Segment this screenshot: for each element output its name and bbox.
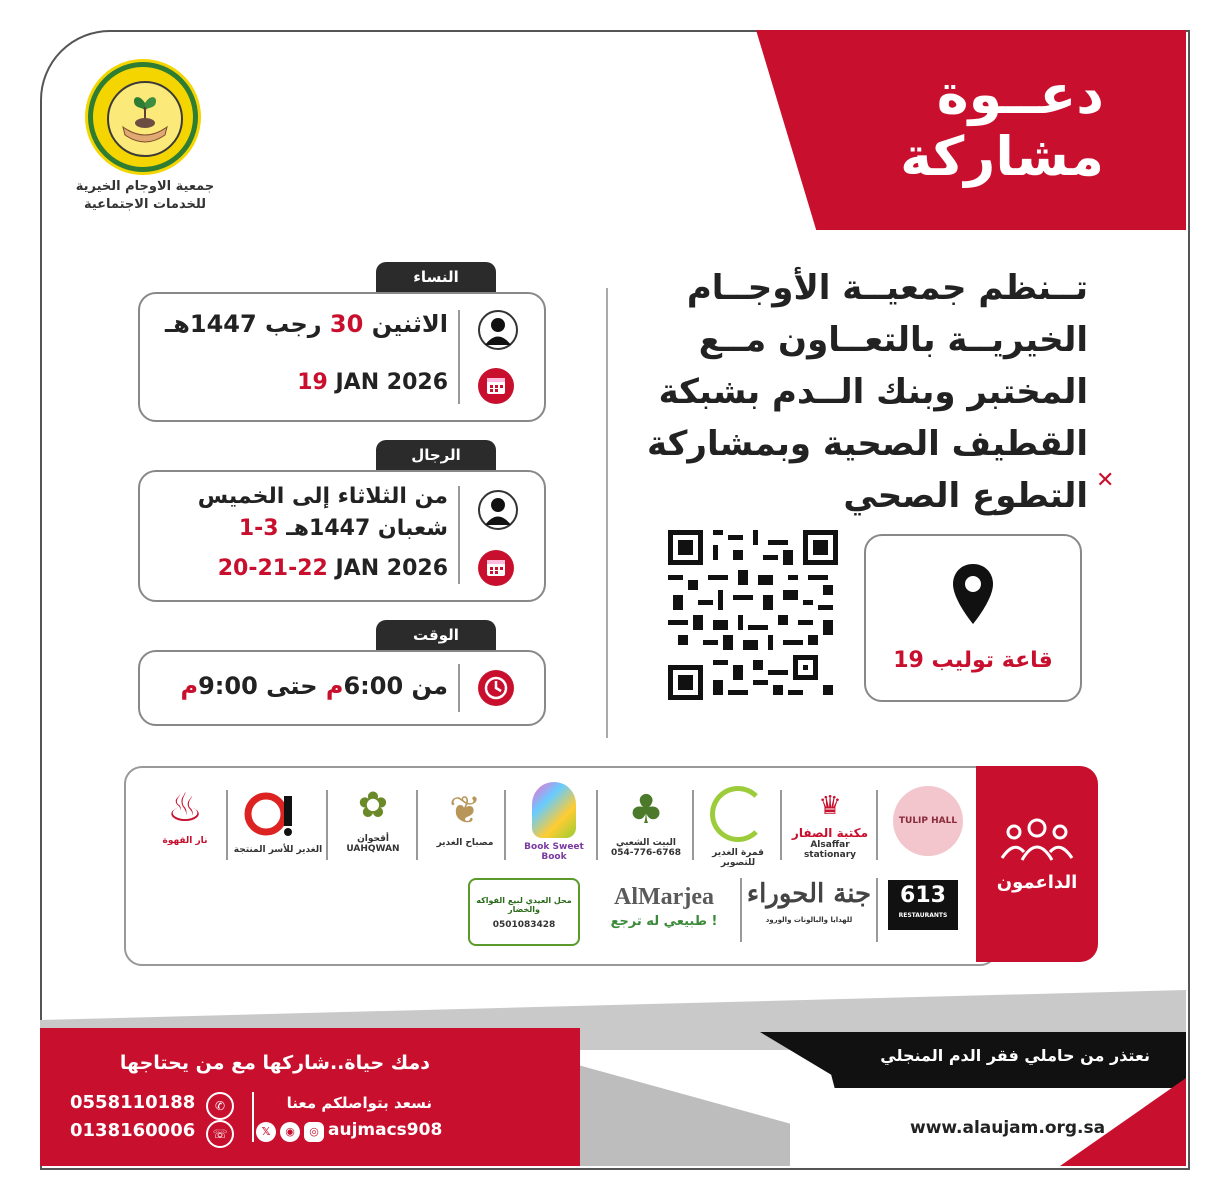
divider [326,790,328,860]
divider [226,790,228,860]
x-social-icon[interactable]: 𝕏 [256,1122,276,1142]
hands-plant-icon [109,83,181,155]
decorative-x-icon: ✕ [1096,468,1115,493]
map-pin-icon [950,562,996,626]
sponsor-name: قمرة الغدير للتصوير [712,848,764,868]
divider [740,878,742,942]
sponsor-name: أقحوان [357,834,389,844]
sponsor-sub: 0501083428 [492,920,556,930]
sponsor-logo-ring [710,786,766,842]
footer-tagline: دمك حياة..شاركها مع من يحتاجها [119,1052,430,1074]
men-greg-days: 20-21-22 [217,556,328,581]
divider [692,790,694,860]
phone-2[interactable]: 0138160006 [70,1120,196,1141]
women-greg-date [297,370,448,395]
time-card [138,650,546,726]
men-hijri-days: 1-3 [238,516,279,541]
divider [876,790,878,860]
sponsor-logo-g [236,786,320,842]
sponsor-qamrat[interactable] [700,786,776,868]
website-link[interactable]: www.alaujam.org.sa [910,1118,1106,1138]
divider [780,790,782,860]
men-day-range: من الثلاثاء إلى الخميس [197,484,448,509]
divider [458,310,460,404]
men-greg-rest: JAN 2026 [335,556,448,581]
description-line2: الخيريــة بالتعــاون مــع [698,320,1088,360]
title-line1: دعــوة [936,63,1104,126]
women-hijri-date [165,310,448,338]
divider [416,790,418,860]
sponsor-sub: UAHQWAN [346,844,400,854]
phone-1[interactable]: 0558110188 [70,1092,196,1113]
group-icon [1000,816,1074,862]
divider [458,486,460,584]
org-name [60,178,230,214]
description-line5: التطوع الصحي [843,476,1088,516]
ornament-icon: ❦ [449,788,481,832]
person-icon [478,310,518,350]
sponsor-sub: للهدايا والبالونات والورود [765,916,853,924]
time-label-tab: الوقت [376,620,496,650]
time-ampm-2: م [180,672,199,700]
sponsor-book-sweet-book[interactable] [514,782,594,862]
sponsor-albait-alshaabi[interactable] [604,782,688,858]
women-day-prefix: الاثنين [371,310,448,338]
sponsor-name: مصباح الغدير [436,838,494,848]
snapchat-icon[interactable]: ◉ [280,1122,300,1142]
sponsor-tulip-hall[interactable] [888,786,968,856]
location-card [864,534,1082,702]
flower-icon: ✿ [357,785,389,826]
description-line3: المختبر وبنك الــدم بشبكة [658,372,1088,412]
divider [876,878,878,942]
description-line4: القطيف الصحية وبمشاركة [646,424,1088,464]
sponsor-almarjea[interactable] [594,880,734,929]
chef-hat-icon: ♣ [628,787,664,833]
sponsor-misbah[interactable] [428,782,502,848]
phone-icon: ☏ [206,1120,234,1148]
time-until: حتى [266,672,318,700]
org-logo [88,62,198,172]
time-start: 6:00 [343,672,404,700]
men-greg-date [218,556,448,581]
sponsor-name: AlMarjea [614,884,714,910]
men-hijri-date [239,516,448,541]
sponsor-aleidi-fruits[interactable] [468,878,580,946]
clock-icon [478,670,514,706]
org-name-line1: جمعية الاوجام الخيرية [75,179,215,194]
men-hijri-rest: شعبان 1447هـ [286,516,448,541]
women-greg-rest: JAN 2026 [335,370,448,395]
logo-emblem [107,81,183,157]
time-from: من [411,672,448,700]
person-icon [478,490,518,530]
sponsor-name: جنة الحوراء [746,879,872,909]
sponsor-uahqwan[interactable] [336,778,410,854]
sponsor-alsaffar[interactable] [788,786,872,860]
sponsor-name: الغدير للأسر المنتجة [233,845,323,855]
sponsor-name: محل العيدي لبيع الفواكه والخضار [476,896,572,914]
org-name-line2: للخدمات الاجتماعية [83,197,207,212]
sponsors-label: الداعمون [996,872,1078,893]
sponsor-jannat-alhawraa[interactable] [746,872,872,924]
footer-apology: نعتذر من حاملي فقر الدم المنجلي [880,1046,1150,1065]
flame-icon: ♨ [167,785,203,831]
divider [504,790,506,860]
sponsor-613[interactable] [888,880,958,930]
women-card [138,292,546,422]
divider [596,790,598,860]
sponsor-name: 613 [900,883,946,908]
men-label-tab: الرجال [376,440,496,470]
qr-code[interactable] [668,530,838,700]
sponsor-name: Book Sweet Book [524,842,584,862]
description-line1: تــنظم جمعيــة الأوجــام [686,268,1088,308]
sponsors-panel [976,766,1098,962]
divider [458,664,460,712]
sponsor-sub: RESTAURANTS [898,912,948,919]
women-greg-day: 19 [297,370,328,395]
sponsor-sub: طبيعي له ترجع ! [610,914,718,929]
sponsor-alghadeer-families[interactable] [232,786,324,855]
instagram-icon[interactable]: ◎ [304,1122,324,1142]
footer-contact-prompt: نسعد بتواصلكم معنا [286,1094,432,1112]
sponsor-sub: Alsaffar stationary [803,840,857,860]
men-card [138,470,546,602]
whatsapp-icon: ✆ [206,1092,234,1120]
sponsor-name: نار القهوة [162,836,208,846]
page-title [804,64,1104,188]
sponsor-name: مكتبة الصفار [791,826,869,840]
event-description [608,262,1088,522]
sponsor-nar-alqahwa[interactable] [148,780,222,846]
footer-divider [252,1092,254,1142]
sponsor-sub: 054-776-6768 [610,848,682,858]
calendar-icon [478,368,514,404]
bulb-icon [532,782,576,838]
title-line2: مشاركة [900,125,1104,188]
social-handle[interactable]: aujmacs908 [328,1120,443,1140]
time-range [180,672,448,700]
calendar-icon [478,550,514,586]
time-ampm-1: م [325,672,344,700]
time-end: 9:00 [198,672,258,700]
women-label-tab: النساء [376,262,496,292]
women-hijri-day: 30 [329,310,364,338]
sponsor-name: البيت الشعبي [616,838,676,848]
location-name: قاعة توليب 19 [893,648,1053,673]
crown-icon: ♛ [818,791,842,821]
women-hijri-rest: رجب 1447هـ [165,310,322,338]
sponsor-logo: TULIP HALL [893,786,963,856]
